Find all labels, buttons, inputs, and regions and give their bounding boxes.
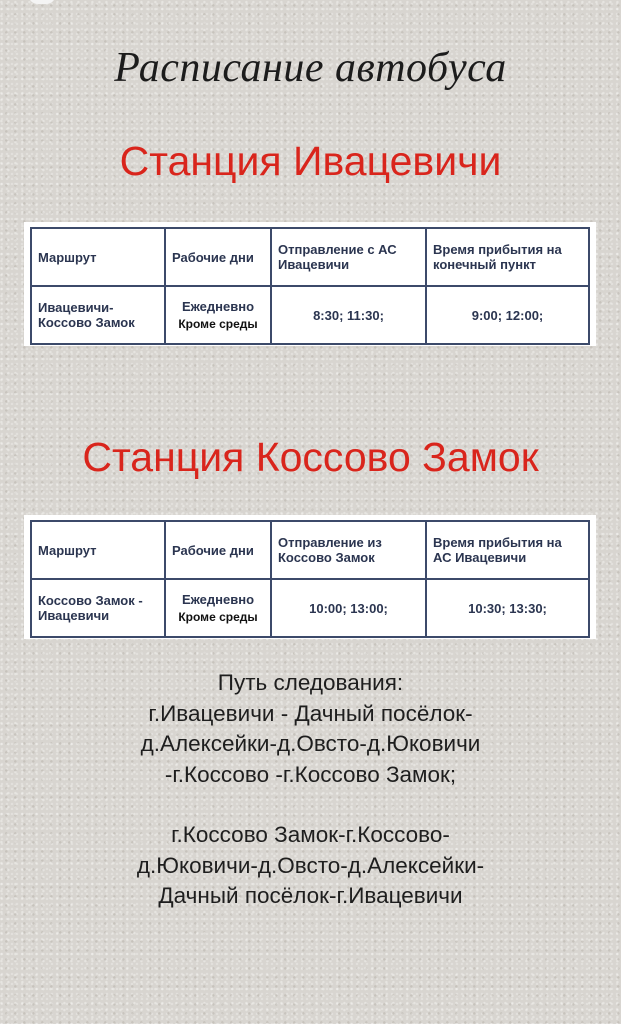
header-route: Маршрут [31, 228, 165, 286]
station-heading-ivatsevichi: Станция Ивацевичи [119, 138, 502, 184]
header-arrival: Время прибытия на конечный пункт [426, 228, 589, 286]
route-line: -г.Коссово -г.Коссово Замок; [164, 761, 457, 787]
cell-days [165, 286, 271, 344]
route-spacer [0, 790, 621, 820]
cell-arrival: 10:30; 13:30; [426, 579, 589, 637]
route-line: д.Алексейки-д.Овсто-д.Юковичи [140, 731, 481, 756]
days-label: Ежедневно [181, 298, 255, 314]
header-arrival: Время прибытия на АС Ивацевичи [426, 521, 589, 579]
cell-arrival: 9:00; 12:00; [426, 286, 589, 344]
header-days: Рабочие дни [165, 228, 271, 286]
header-departure: Отправление из Коссово Замок [271, 521, 426, 579]
route-line: г.Коссово Замок-г.Коссово- [171, 822, 450, 847]
header-route: Маршрут [31, 521, 165, 579]
schedule-table-ivatsevichi [30, 227, 590, 345]
route-line: Путь следования: [217, 670, 404, 695]
cell-days [165, 579, 271, 637]
days-note: Кроме среды [178, 609, 258, 624]
header-departure: Отправление с АС Ивацевичи [271, 228, 426, 286]
schedule-table-ivatsevichi-wrapper [24, 222, 596, 346]
days-note: Кроме среды [178, 316, 258, 331]
route-line: г.Ивацевичи - Дачный посёлок- [148, 700, 473, 726]
table-header-row [31, 521, 589, 579]
schedule-table-kossovo [30, 520, 590, 638]
table-header-row [31, 228, 589, 286]
cell-route: Ивацевичи-Коссово Замок [31, 286, 165, 344]
days-label: Ежедневно [181, 591, 255, 607]
table-row [31, 286, 589, 344]
route-line: д.Юковичи-д.Овсто-д.Алексейки- [136, 852, 485, 878]
station-heading-kossovo-zamok: Станция Коссово Замок [82, 434, 539, 480]
page-title: Расписание автобуса [114, 45, 507, 91]
table-row [31, 579, 589, 637]
route-description [0, 668, 621, 912]
schedule-table-kossovo-wrapper [24, 515, 596, 639]
cell-departure: 8:30; 11:30; [271, 286, 426, 344]
cell-departure: 10:00; 13:00; [271, 579, 426, 637]
cell-route: Коссово Замок - Ивацевичи [31, 579, 165, 637]
header-days: Рабочие дни [165, 521, 271, 579]
route-line: Дачный посёлок-г.Ивацевичи [158, 883, 463, 908]
corner-decoration [28, 0, 56, 4]
